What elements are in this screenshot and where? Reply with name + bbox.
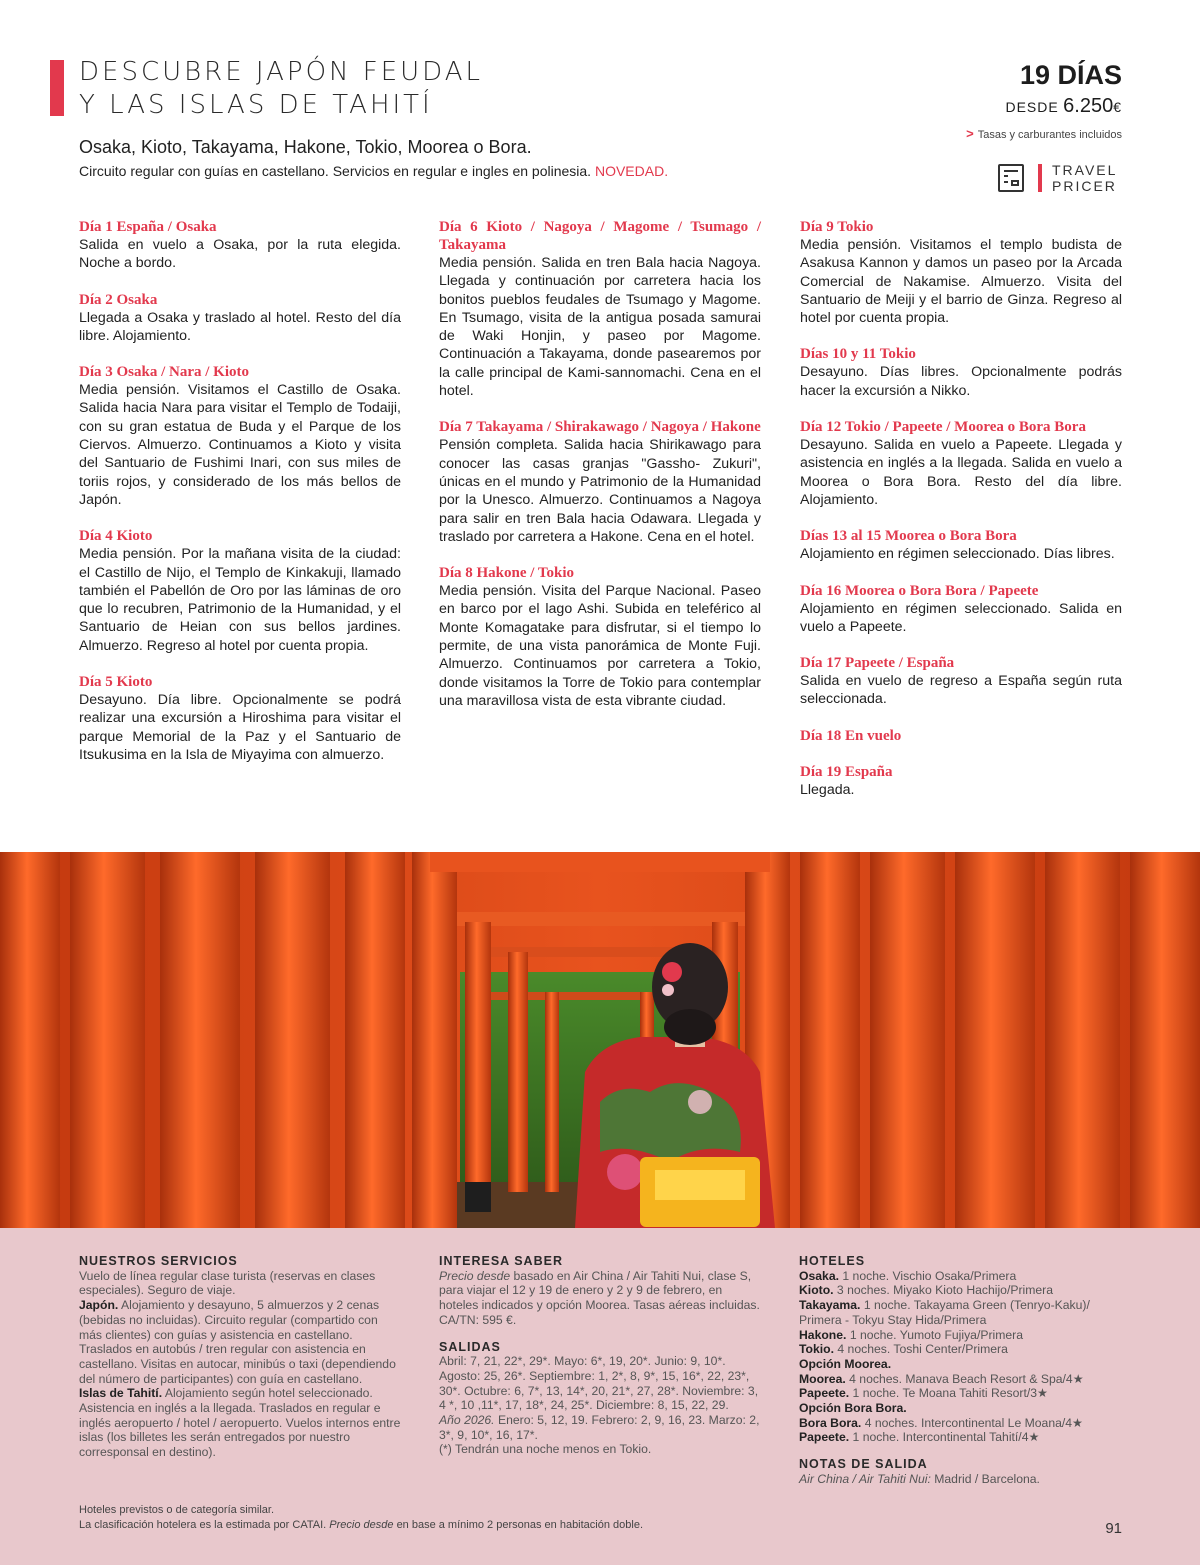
services-japan xyxy=(79,1298,403,1386)
itinerary-day xyxy=(439,218,761,400)
itinerary-day xyxy=(800,727,1122,745)
day-title: Día 2 Osaka xyxy=(79,291,158,308)
travel-pricer-line-2: PRICER xyxy=(1052,178,1117,194)
salidas-year xyxy=(439,1413,763,1442)
calculator-icon xyxy=(998,164,1024,192)
day-title: Día 8 Hakone / Tokio xyxy=(439,565,575,582)
itinerary-day xyxy=(79,218,401,273)
day-text: Salida en vuelo de regreso a España según ruta seleccionada. xyxy=(800,673,1122,708)
hotel-item xyxy=(799,1269,1124,1284)
itinerary-day xyxy=(800,654,1122,709)
day-text: Media pensión. Salida en tren Bala hacia Nagoya. Llegada y continuación por carretera hacia los bonitos pueblos feudales de Tsumago y Magome. En Tsumago, visita de la antigua posada samurai de Waki Honjin, y paseo por Magome. Continuación a Takayama, donde pasearemos por la calle principal de Kami-sannomachi. Cena en el hotel. xyxy=(439,255,761,400)
salidas-year-text: Enero: 5, 12, 19. Febrero: 2, 9, 16, 23. Marzo: 2, 3*, 9, 10*, 16, 17*. xyxy=(439,1413,760,1442)
day-title: Día 9 Tokio xyxy=(800,219,874,235)
itinerary-day xyxy=(800,218,1122,327)
day-title: Día 6 Kioto / Nagoya / Magome / Tsumago / Takayama xyxy=(439,219,761,253)
day-title: Día 7 Takayama / Shirakawago / Nagoya / Hakone xyxy=(439,419,761,436)
page-title xyxy=(79,56,483,122)
price-value: 6.250 xyxy=(1063,95,1114,117)
interesa-price-from: Precio desde xyxy=(439,1268,511,1283)
itinerary-day xyxy=(79,363,401,509)
services-tahiti xyxy=(79,1386,403,1460)
itinerary-day xyxy=(439,564,761,710)
hotel-text: 1 noche. Te Moana Tahiti Resort/3★ xyxy=(852,1386,1048,1401)
travel-pricer-accent-bar xyxy=(1038,164,1042,192)
hoteles-column xyxy=(799,1254,1124,1487)
salidas-year-label: Año 2026. xyxy=(439,1413,495,1428)
hotel-item xyxy=(799,1386,1124,1401)
salidas-heading: SALIDAS xyxy=(439,1339,501,1354)
services-intro: Vuelo de línea regular clase turista (reservas en clases especiales). Seguro de viaje. xyxy=(79,1268,376,1298)
services-tahiti-text: Alojamiento según hotel seleccionado. Asistencia en inglés a la llegada. Traslados en regular e inglés aeropuerto / hotel / aeropuerto. Vuelos internos entre islas (los billetes les serán entregados por nuestro corresponsal en destino). xyxy=(79,1386,401,1460)
price-currency: € xyxy=(1113,99,1122,115)
itinerary-day xyxy=(79,673,401,764)
footer-notes xyxy=(79,1503,643,1533)
day-text: Desayuno. Días libres. Opcionalmente podrás hacer la excursión a Nikko. xyxy=(800,364,1122,399)
hotel-text: 1 noche. Takayama Green (Tenryo-Kaku)/ Primera - Tokyu Stay Hida/Primera xyxy=(799,1298,1090,1327)
interesa-heading: INTERESA SABER xyxy=(439,1254,563,1268)
taxes-note-text: Tasas y carburantes incluidos xyxy=(977,129,1122,141)
salidas-text: Abril: 7, 21, 22*, 29*. Mayo: 6*, 19, 20*. Junio: 9, 10*. Agosto: 25, 26*. Septiembre: 1, 2*, 8, 9*, 15, 16*, 22, 23*, 30*. Octubre: 6, 7*, 13, 14*, 20, 21*, 27, 28*. Noviembre: 3, 4 *, 10 ,11*, 17, 18*, 24, 25*. Diciembre: 8, 15, 22, 29. xyxy=(439,1354,759,1413)
hotel-city: Takayama. xyxy=(799,1298,861,1313)
day-title: Día 16 Moorea o Bora Bora / Papeete xyxy=(800,582,1039,599)
hotel-item xyxy=(799,1283,1124,1298)
hotel-text: 4 noches. Manava Beach Resort & Spa/4★ xyxy=(849,1371,1084,1386)
footer-line-2b: Precio desde xyxy=(329,1519,394,1531)
day-title: Día 3 Osaka / Nara / Kioto xyxy=(79,364,250,381)
hotel-option-label: Opción Bora Bora. xyxy=(799,1401,907,1416)
day-text: Media pensión. Visitamos el templo budista de Asakusa Kannon y damos un paseo por la Arcada Comercial de Nakamise. Almuerzo. Visita del Santuario de Meiji y el barrio de Ginza. Regreso al hotel por cuenta propia. xyxy=(800,237,1122,327)
salidas-note: (*) Tendrán una noche menos en Tokio. xyxy=(439,1442,652,1457)
itinerary-day xyxy=(800,582,1122,637)
footer-line-2c: en base a mínimo 2 personas en habitación doble. xyxy=(396,1519,644,1531)
day-title: Día 5 Kioto xyxy=(79,674,153,691)
interesa-column xyxy=(439,1254,763,1457)
services-japan-text: Alojamiento y desayuno, 5 almuerzos y 2 cenas (bebidas no incluidas). Circuito regular (compartido con más clientes) con guías y asistencia en castellano. Traslados en autobús / tren regular con asistencia en castellano. Visitas en autocar, minibús o taxi (dependiendo del número de participantes) con guía en castellano. xyxy=(79,1298,396,1386)
torii-illustration xyxy=(0,852,1200,1228)
itinerary-day xyxy=(79,527,401,655)
day-text: Desayuno. Salida en vuelo a Papeete. Llegada y asistencia en inglés a la llegada. Salida en vuelo a Moorea o Bora Bora. Resto del día libre. Alojamiento. xyxy=(800,437,1122,508)
title-line-1: DESCUBRE JAPÓN FEUDAL xyxy=(79,57,484,87)
itinerary-day xyxy=(800,763,1122,799)
hotel-item xyxy=(799,1416,1124,1431)
day-text: Llegada a Osaka y traslado al hotel. Resto del día libre. Alojamiento. xyxy=(79,309,401,344)
itinerary-day xyxy=(800,345,1122,400)
title-accent-bar xyxy=(50,60,64,116)
itinerary-day xyxy=(439,418,761,546)
notas-airline: Air China / Air Tahiti Nui: xyxy=(799,1471,931,1486)
day-title: Día 18 En vuelo xyxy=(800,727,902,744)
itinerary-day xyxy=(800,527,1122,563)
notas-text xyxy=(799,1472,1124,1487)
hotel-city: Kioto. xyxy=(799,1283,834,1298)
title-line-2: Y LAS ISLAS DE TAHITÍ xyxy=(79,90,433,120)
hotel-item xyxy=(799,1430,1124,1445)
services-column xyxy=(79,1254,403,1460)
taxes-note xyxy=(966,126,1122,141)
hotel-text: 1 noche. Intercontinental Tahití/4★ xyxy=(852,1430,1040,1445)
hoteles-heading: HOTELES xyxy=(799,1254,866,1268)
price-block xyxy=(1005,95,1122,118)
footer-line-2 xyxy=(79,1518,643,1533)
route-subtitle: Osaka, Kioto, Takayama, Hakone, Tokio, Moorea o Bora. xyxy=(79,137,532,157)
day-title: Día 1 España / Osaka xyxy=(79,219,217,235)
services-japan-label: Japón. xyxy=(79,1298,119,1313)
day-title: Días 13 al 15 Moorea o Bora Bora xyxy=(800,528,1017,545)
hotel-item xyxy=(799,1342,1124,1357)
torii-gates-photo xyxy=(0,852,1200,1228)
itinerary-column-3 xyxy=(800,218,1122,817)
footer-line-1: Hoteles previstos o de categoría similar. xyxy=(79,1504,275,1516)
novedad-label: NOVEDAD. xyxy=(594,163,669,179)
hotel-city: Hakone. xyxy=(799,1327,847,1342)
day-title: Días 10 y 11 Tokio xyxy=(800,346,916,363)
hotel-option xyxy=(799,1357,1124,1372)
hotel-text: 4 noches. Toshi Center/Primera xyxy=(837,1342,1008,1357)
day-title: Día 4 Kioto xyxy=(79,528,153,545)
day-text: Alojamiento en régimen seleccionado. Días libres. xyxy=(800,546,1115,563)
hotel-city: Papeete. xyxy=(799,1386,850,1401)
hotel-city: Papeete. xyxy=(799,1430,850,1445)
hotel-option xyxy=(799,1401,1124,1416)
circuit-text: Circuito regular con guías en castellano. Servicios en regular e ingles en polinesia. xyxy=(79,163,592,179)
hotel-text: 1 noche. Yumoto Fujiya/Primera xyxy=(849,1327,1024,1342)
hotel-city: Osaka. xyxy=(799,1268,839,1283)
duration-days: 19 DÍAS xyxy=(1019,60,1122,90)
itinerary-column-2 xyxy=(439,218,761,728)
hotel-city: Tokio. xyxy=(799,1342,834,1357)
interesa-text: basado en Air China / Air Tahiti Nui, clase S, para viajar el 12 y 19 de enero y 2 y 9 de febrero, en hoteles indicados y opción Moorea. Tasas aéreas incluidas. CA/TN: 595 €. xyxy=(439,1268,760,1327)
day-text: Pensión completa. Salida hacia Shirikawago para conocer las casas granjas "Gassho- Zukuri", únicas en el mundo y Patrimonio de la Humanidad por la Unesco. Almuerzo. Continuamos a Nagoya para salir en tren Bala hacia Odawara. Llegada y traslado por carretera a Hakone. Cena en el hotel. xyxy=(439,437,761,545)
day-text: Alojamiento en régimen seleccionado. Salida en vuelo a Papeete. xyxy=(800,600,1122,635)
price-label: DESDE xyxy=(1005,99,1059,115)
circuit-description xyxy=(79,163,668,179)
day-text: Media pensión. Visita del Parque Nacional. Paseo en barco por el lago Ashi. Subida en teleférico al Monte Komagatake para disfrutar, si el tiempo lo permite, de una vista panorámica de Monte Fuji. Almuerzo. Continuamos por carretera a Tokio, donde visitamos la Torre de Tokio para contemplar una maravillosa vista de esta vibrante ciudad. xyxy=(439,583,761,709)
notas-cities: Madrid / Barcelona. xyxy=(934,1471,1040,1486)
day-text: Media pensión. Visitamos el Castillo de Osaka. Salida hacia Nara para visitar el Templo de Todaiji, con su gran estatua de Buda y el Parque de los Ciervos. Almuerzo. Continuamos a Kioto y visita del Santuario de Fushimi Inari, con sus miles de toriis rojos, y considerado de los más bellos de Japón. xyxy=(79,382,401,508)
itinerary-day xyxy=(79,291,401,346)
day-text: Desayuno. Día libre. Opcionalmente se podrá realizar una excursión a Hiroshima para visitar el parque Memorial de la Paz y el Santuario de Itsukusima en la Isla de Miyayima con almuerzo. xyxy=(79,692,401,763)
hotel-city: Moorea. xyxy=(799,1371,846,1386)
hotel-city: Bora Bora. xyxy=(799,1415,862,1430)
page-number: 91 xyxy=(1105,1520,1122,1537)
services-heading: NUESTROS SERVICIOS xyxy=(79,1254,238,1268)
footer-line-2a: La clasificación hotelera es la estimada por CATAI. xyxy=(79,1519,327,1531)
day-text: Media pensión. Por la mañana visita de la ciudad: el Castillo de Nijo, el Templo de Kinkakuji, llamado también el Pabellón de Oro por las láminas de oro que lo recubren, Patrimonio de la Humanidad, y el Santuario de Heian con sus bellos jardines. Almuerzo. Regreso al hotel por cuenta propia. xyxy=(79,546,401,654)
hotel-text: 3 noches. Miyako Kioto Hachijo/Primera xyxy=(836,1283,1054,1298)
chevron-right-icon: > xyxy=(966,126,974,141)
hotel-item xyxy=(799,1298,1124,1327)
hotel-text: 4 noches. Intercontinental Le Moana/4★ xyxy=(864,1415,1083,1430)
hotel-text: 1 noche. Vischio Osaka/Primera xyxy=(842,1268,1017,1283)
day-text: Salida en vuelo a Osaka, por la ruta elegida. Noche a bordo. xyxy=(79,237,401,272)
travel-pricer-line-1: TRAVEL xyxy=(1052,162,1118,178)
hotel-item xyxy=(799,1372,1124,1387)
itinerary-day xyxy=(800,418,1122,509)
day-title: Día 17 Papeete / España xyxy=(800,655,955,672)
itinerary-column-1 xyxy=(79,218,401,782)
notas-heading: NOTAS DE SALIDA xyxy=(799,1457,928,1472)
services-tahiti-label: Islas de Tahití. xyxy=(79,1386,163,1401)
interesa-text-block xyxy=(439,1269,763,1328)
day-title: Día 19 España xyxy=(800,763,893,780)
day-title: Día 12 Tokio / Papeete / Moorea o Bora Bora xyxy=(800,419,1086,436)
hotel-option-label: Opción Moorea. xyxy=(799,1356,892,1371)
travel-pricer-logo[interactable] xyxy=(1052,162,1117,194)
day-text: Llegada. xyxy=(800,781,855,798)
hotel-item xyxy=(799,1328,1124,1343)
